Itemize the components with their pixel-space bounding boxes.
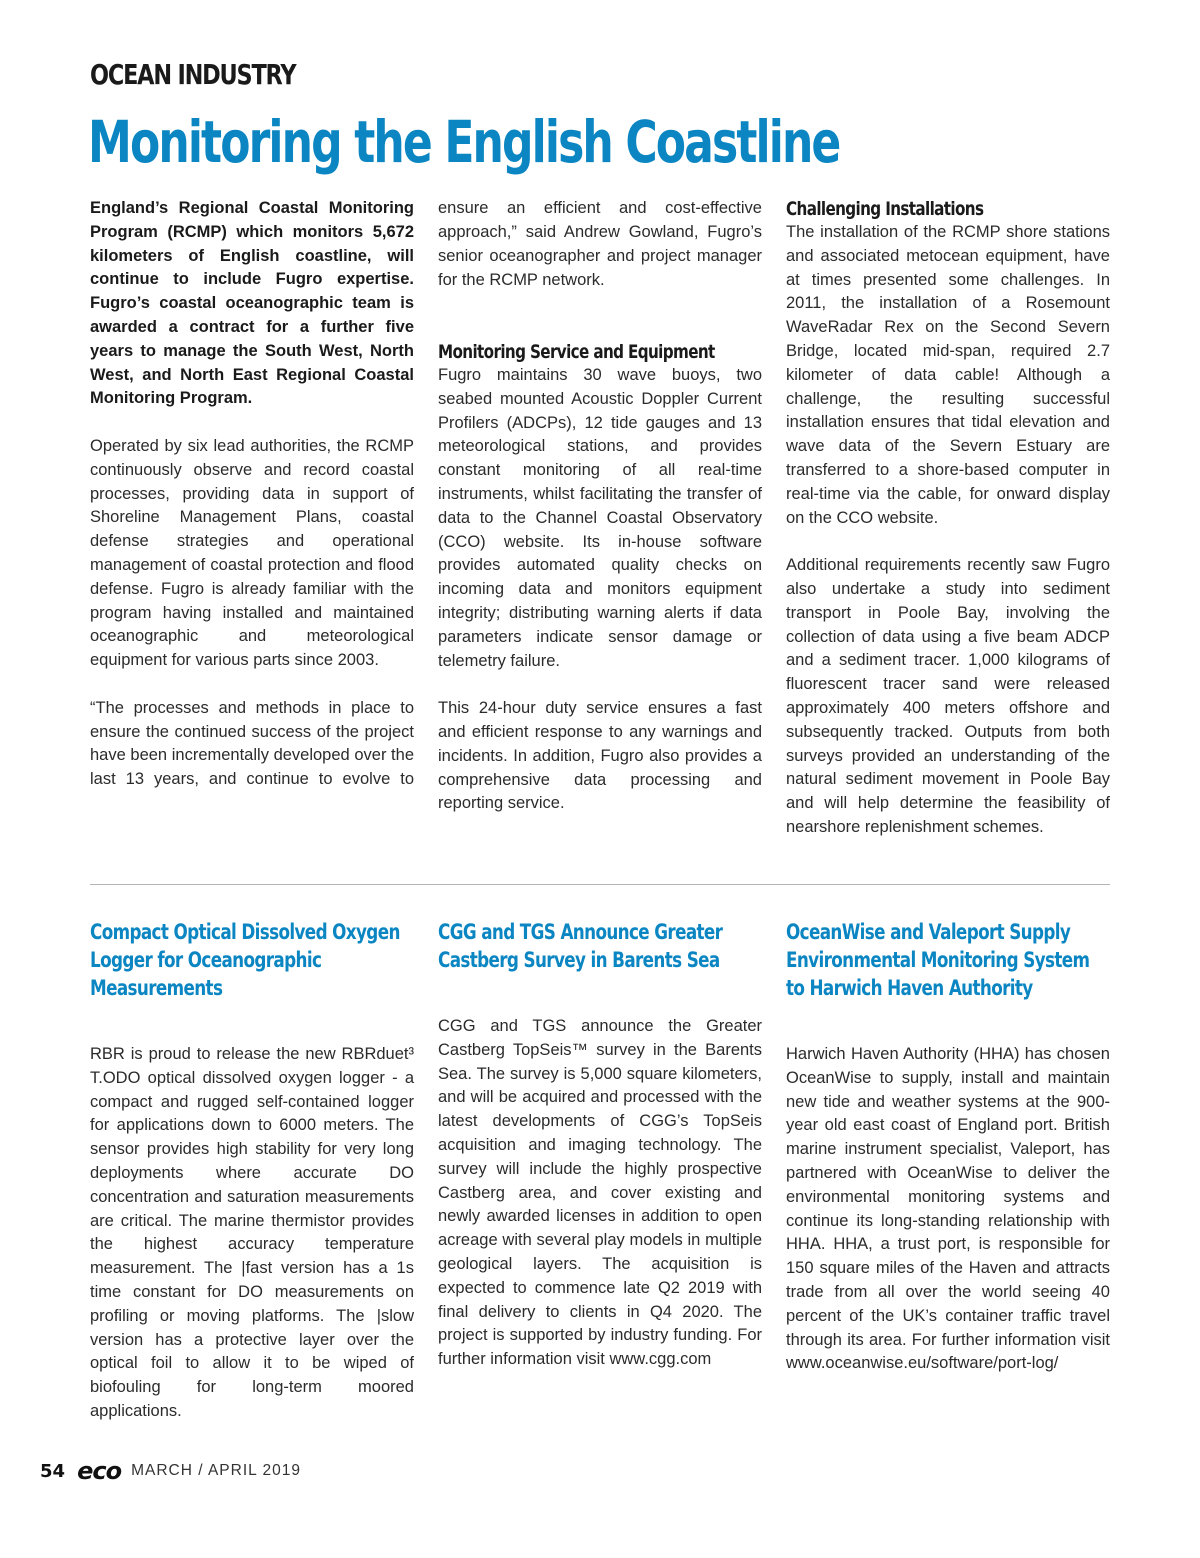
page-number: 54: [40, 1460, 66, 1482]
news-body: RBR is proud to release the new RBRduet³ T.ODO optical dissolved oxygen logger - a compact and rugged self-contained logger for applications down to 6000 meters. The sensor provides high stability for very long deployments where accurate DO concentration and saturation measurements are critical. The marine thermistor provides the highest accuracy temperature measurement. The |fast version has a 1s time constant for DO measurements on profiling or moving platforms. The |slow version has a protective layer over the optical foil to allow it to be wiped of biofouling for long-term moored applications.: [90, 1045, 414, 1420]
page-footer: [40, 1458, 301, 1484]
news-item: [786, 918, 1110, 1376]
subhead-monitoring: Monitoring Service and Equipment: [438, 341, 715, 363]
article-paragraph: Fugro maintains 30 wave buoys, two seabed mounted Acoustic Doppler Current Profilers (ADCPs), 12 tide gauges and 13 meteorological stations, and provides constant monitoring of all real-time instruments, whilst facilitating the transfer of data to the Channel Coastal Observatory (CCO) website. Its in-house software provides automated quality checks on incoming data and monitors equipment integrity; distributing warning alerts if data parameters indicate sensor damage or telemetry failure.: [438, 366, 762, 670]
article-title: Monitoring the English Coastline: [88, 108, 840, 176]
article-paragraph: Operated by six lead authorities, the RCMP continuously observe and record coastal processes, providing data in support of Shoreline Management Plans, coastal defense strategies and operational management of coastal protection and flood defense. Fugro is already familiar with the program having installed and maintained oceanographic and meteorological equipment for various parts since 2003.: [90, 436, 414, 670]
issue-date: MARCH / APRIL 2019: [131, 1462, 301, 1479]
subhead-installations: Challenging Installations: [786, 198, 984, 220]
news-body: CGG and TGS announce the Greater Castberg TopSeis™ survey in the Barents Sea. The survey is 5,000 square kilometers, and will be acquired and processed with the latest developments of CGG’s TopSeis acquisition and imaging technology. The survey will include the highly prospective Castberg area, and cover existing and newly awarded licenses in addition to open acreage with several play models in multiple geological layers. The acquisition is expected to commence late Q2 2019 with final delivery to clients in Q4 2020. The project is supported by industry funding. For further information visit www.cgg.com: [438, 1017, 762, 1369]
news-title: CGG and TGS Announce Greater Castberg Survey in Barents Sea: [438, 920, 723, 972]
news-title: Compact Optical Dissolved Oxygen Logger for Oceanographic Measurements: [90, 920, 400, 1000]
article-paragraph: The installation of the RCMP shore stations and associated metocean equipment, have at times presented some challenges. In 2011, the installation of a Rosemount WaveRadar Rex on the Second Severn Bridge, located mid-span, required 2.7 kilometer of data cable! Although a challenge, the resulting successful installation ensures that tidal elevation and wave data of the Severn Estuary are transferred to a shore-based computer in real-time via the cable, for onward display on the CCO website.: [786, 223, 1110, 527]
news-body: Harwich Haven Authority (HHA) has chosen OceanWise to supply, install and maintain new tide and weather systems at the 900-year old east coast of England port. British marine instrument specialist, Valeport, has partnered with OceanWise to deliver the environmental monitoring systems and continue its long-standing relationship with HHA. HHA, a trust port, is responsible for 150 square miles of the Haven and attracts trade from all over the world seeing 40 percent of the UK’s container traffic travel through its area. For further information visit www.oceanwise.eu/software/port-log/: [786, 1045, 1110, 1373]
news-item: [90, 918, 414, 1424]
article-paragraph-quote: “The processes and methods in place to ensure the continued success of the project have been incrementally developed over the last 13 years, and continue to evolve to: [90, 698, 414, 789]
magazine-logo: eco: [77, 1457, 122, 1485]
article-column-3: [786, 197, 1110, 840]
article-paragraph: This 24-hour duty service ensures a fast and efficient response to any warnings and incidents. In addition, Fugro also provides a comprehensive data processing and reporting service.: [438, 699, 762, 813]
article-quote-continued: [438, 197, 762, 316]
section-label: OCEAN INDUSTRY: [90, 58, 296, 91]
article-lead: England’s Regional Coastal Monitoring Program (RCMP) which monitors 5,672 kilometers of English coastline, will continue to include Fugro expertise. Fugro’s coastal oceanographic team is awarded a contract for a further five years to manage the South West, North West, and North East Regional Coastal Monitoring Program.: [90, 199, 414, 408]
section-divider: [90, 884, 1110, 885]
news-item: [438, 918, 762, 1372]
article-paragraph: Additional requirements recently saw Fugro also undertake a study into sediment transport in Poole Bay, involving the collection of data using a five beam ADCP and a sediment tracer. 1,000 kilograms of fluorescent tracer sand were released approximately 400 meters offshore and subsequently tracked. Outputs from both surveys provided an understanding of the natural sediment movement in Poole Bay and will help determine the feasibility of nearshore replenishment schemes.: [786, 556, 1110, 836]
article-column-1: [90, 197, 414, 792]
article-quote-flow: ensure an efficient and cost-effective approach,” said Andrew Gowland, Fugro’s senior oceanographer and project manager for the RCMP network.: [438, 199, 762, 289]
news-title: OceanWise and Valeport Supply Environmental Monitoring System to Harwich Haven Authority: [786, 920, 1090, 1000]
article-column-2: [438, 197, 762, 816]
